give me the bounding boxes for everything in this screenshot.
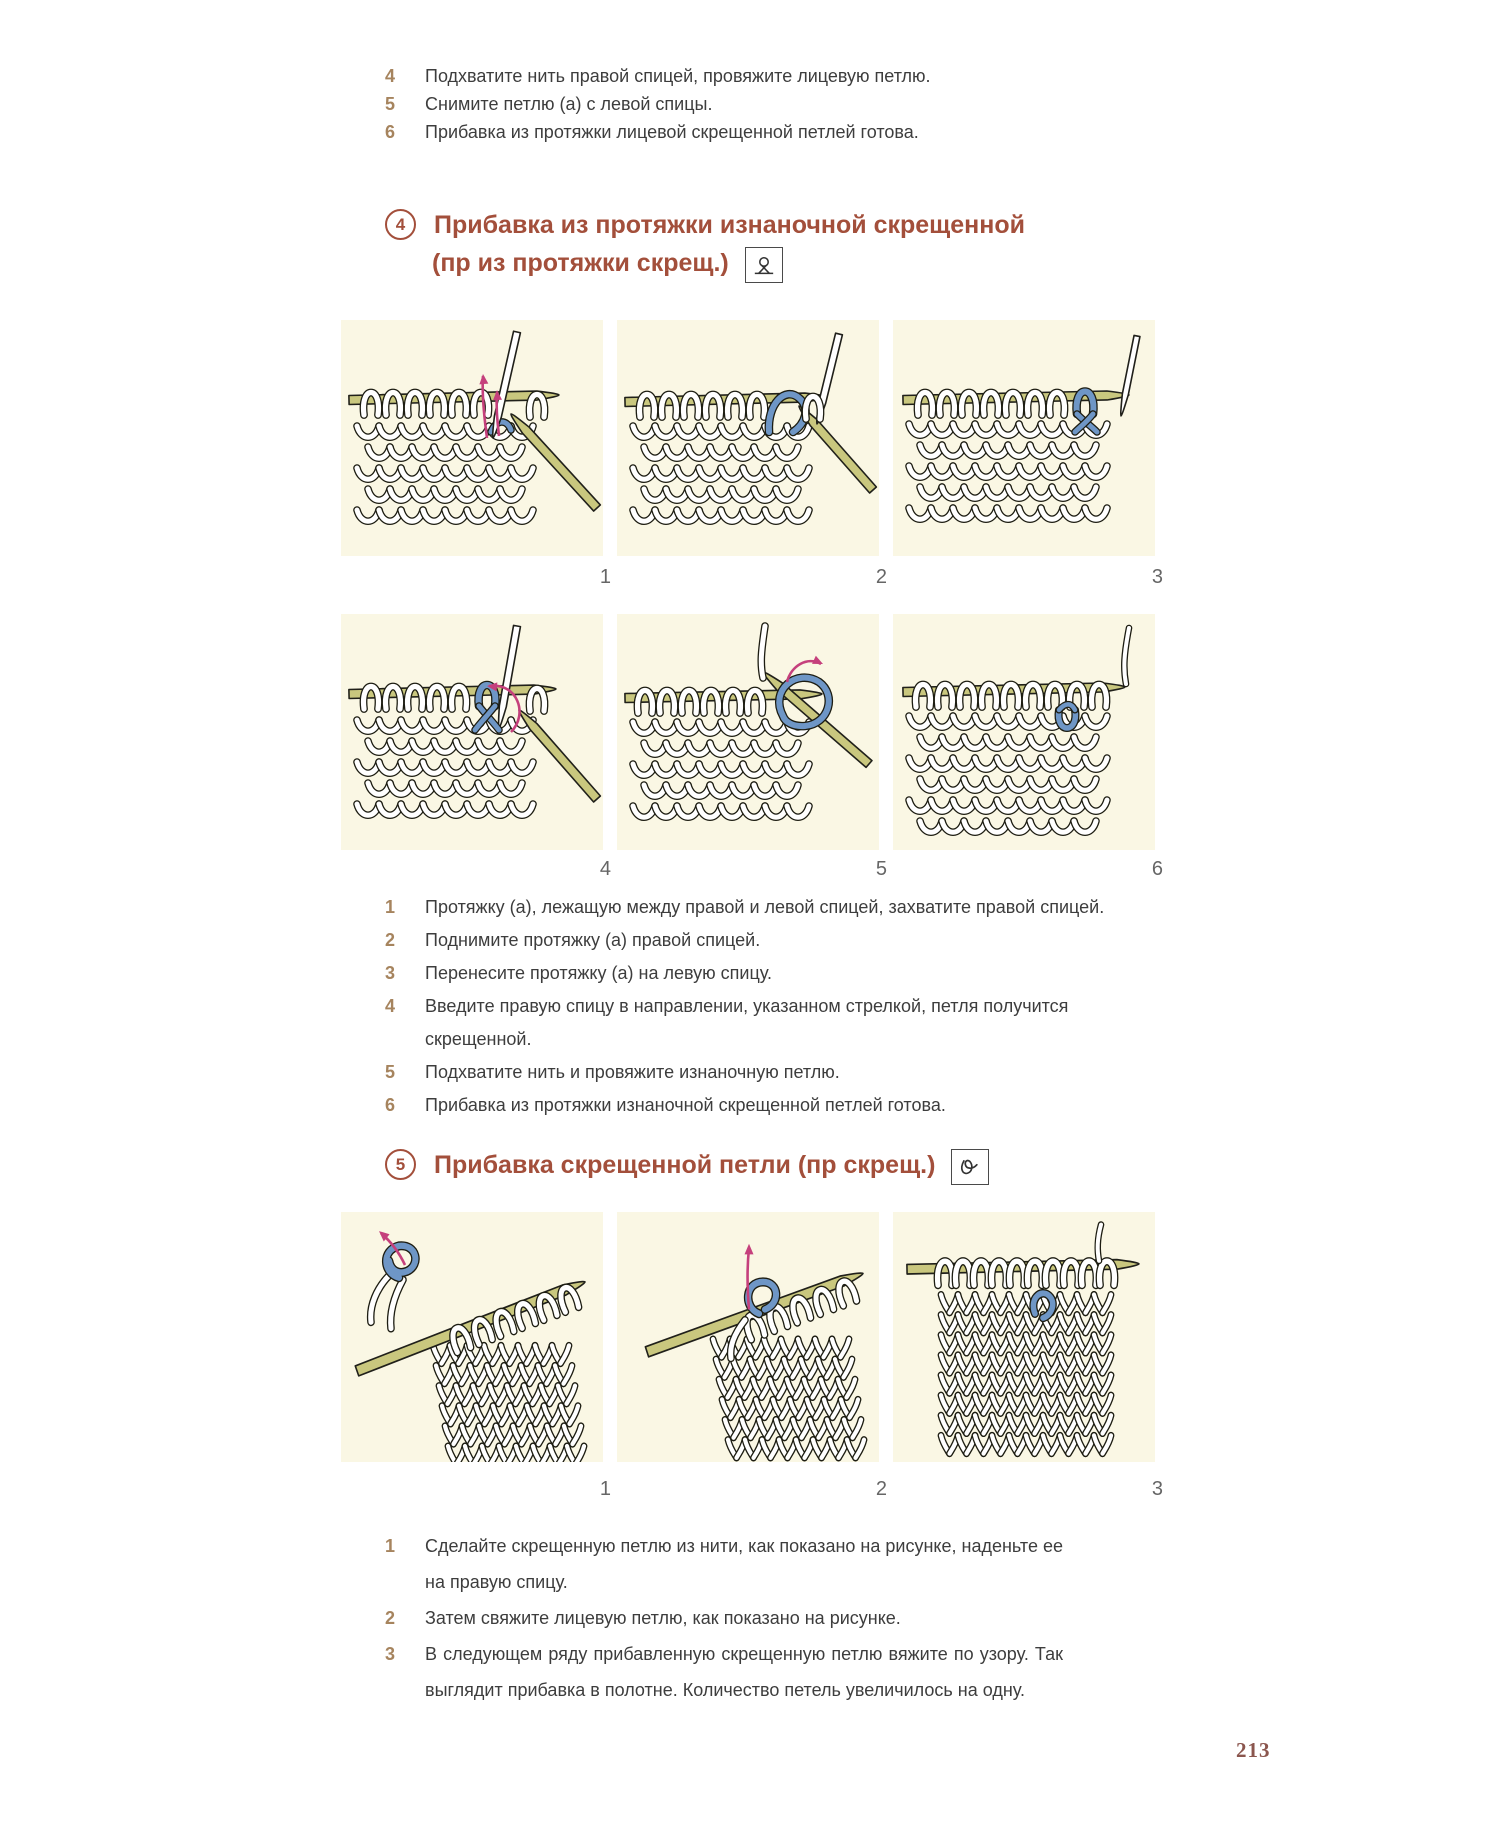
step-text: Затем свяжите лицевую петлю, как показано на рисунке. xyxy=(425,1608,901,1628)
step-text: Прибавка из протяжки изнаночной скрещенной петлей готова. xyxy=(425,1095,946,1115)
knitting-illustration xyxy=(341,1212,603,1462)
knitting-illustration xyxy=(617,614,879,850)
figure-label: 1 xyxy=(599,1478,611,1500)
knitting-illustration xyxy=(893,614,1155,850)
section-number-badge: 5 xyxy=(385,1149,416,1180)
list-item xyxy=(385,118,1155,146)
figure-label: 6 xyxy=(1151,858,1163,880)
step-number: 5 xyxy=(385,94,396,114)
figure-label: 3 xyxy=(1151,1478,1163,1500)
knitting-illustration xyxy=(617,320,879,556)
knitting-illustration xyxy=(341,614,603,850)
section-heading-4 xyxy=(385,206,1025,283)
twisted-loop-symbol-icon xyxy=(951,1149,989,1185)
step-number: 6 xyxy=(385,1095,396,1115)
figure-label: 1 xyxy=(599,566,611,588)
step-number: 1 xyxy=(385,1536,396,1556)
step-text: Сделайте скрещенную петлю из нити, как показано на рисунке, наденьте ее на правую спицу. xyxy=(425,1536,1063,1592)
step-number: 4 xyxy=(385,996,396,1016)
step-number: 3 xyxy=(385,963,396,983)
figure-label: 3 xyxy=(1151,566,1163,588)
knitting-illustration xyxy=(617,1212,879,1462)
page-number: 213 xyxy=(1236,1738,1271,1762)
step-text: Перенесите протяжку (а) на левую спицу. xyxy=(425,963,772,983)
step-text: Подхватите нить и провяжите изнаночную петлю. xyxy=(425,1062,840,1082)
heading-line-2 xyxy=(432,244,1025,283)
list-item xyxy=(385,90,1155,118)
step-number: 2 xyxy=(385,930,396,950)
figure-label: 2 xyxy=(875,1478,887,1500)
heading-line-1 xyxy=(385,206,1025,244)
step-number: 3 xyxy=(385,1644,396,1664)
step-number: 4 xyxy=(385,66,396,86)
step-text: В следующем ряду прибавленную скрещенную петлю вяжите по узору. Так выглядит прибавка в полотне. Количество петель увеличилось на одну. xyxy=(425,1644,1063,1700)
knitting-illustration xyxy=(893,320,1155,556)
figure-label: 4 xyxy=(599,858,611,880)
section5-step-list xyxy=(385,1528,1063,1708)
section-title: Прибавка скрещенной петли (пр скрещ.) xyxy=(434,1151,936,1179)
step-text: Введите правую спицу в направлении, указанном стрелкой, петля получится скрещенной. xyxy=(425,996,1069,1049)
section-title: Прибавка из протяжки изнаночной скрещенной xyxy=(434,211,1026,239)
step-text: Подхватите нить правой спицей, провяжите лицевую петлю. xyxy=(425,66,931,86)
step-text: Снимите петлю (а) с левой спицы. xyxy=(425,94,713,114)
knitting-illustration xyxy=(341,320,603,556)
intro-step-list xyxy=(385,62,1155,146)
step-text: Поднимите протяжку (а) правой спицей. xyxy=(425,930,761,950)
section-number-badge: 4 xyxy=(385,209,416,240)
twisted-purl-increase-symbol-icon xyxy=(745,247,783,283)
step-text: Прибавка из протяжки лицевой скрещенной петлей готова. xyxy=(425,122,919,142)
section-heading-5 xyxy=(385,1146,989,1185)
figure-label: 5 xyxy=(875,858,887,880)
figure-label: 2 xyxy=(875,566,887,588)
step-number: 5 xyxy=(385,1062,396,1082)
step-number: 6 xyxy=(385,122,396,142)
section-subtitle: (пр из протяжки скрещ.) xyxy=(432,249,729,277)
section4-step-list xyxy=(385,891,1130,1122)
knitting-illustration xyxy=(893,1212,1155,1462)
step-number: 2 xyxy=(385,1608,396,1628)
step-text: Протяжку (а), лежащую между правой и левой спицей, захватите правой спицей. xyxy=(425,897,1105,917)
step-number: 1 xyxy=(385,897,396,917)
list-item xyxy=(385,62,1155,90)
heading-line-1 xyxy=(385,1146,989,1185)
